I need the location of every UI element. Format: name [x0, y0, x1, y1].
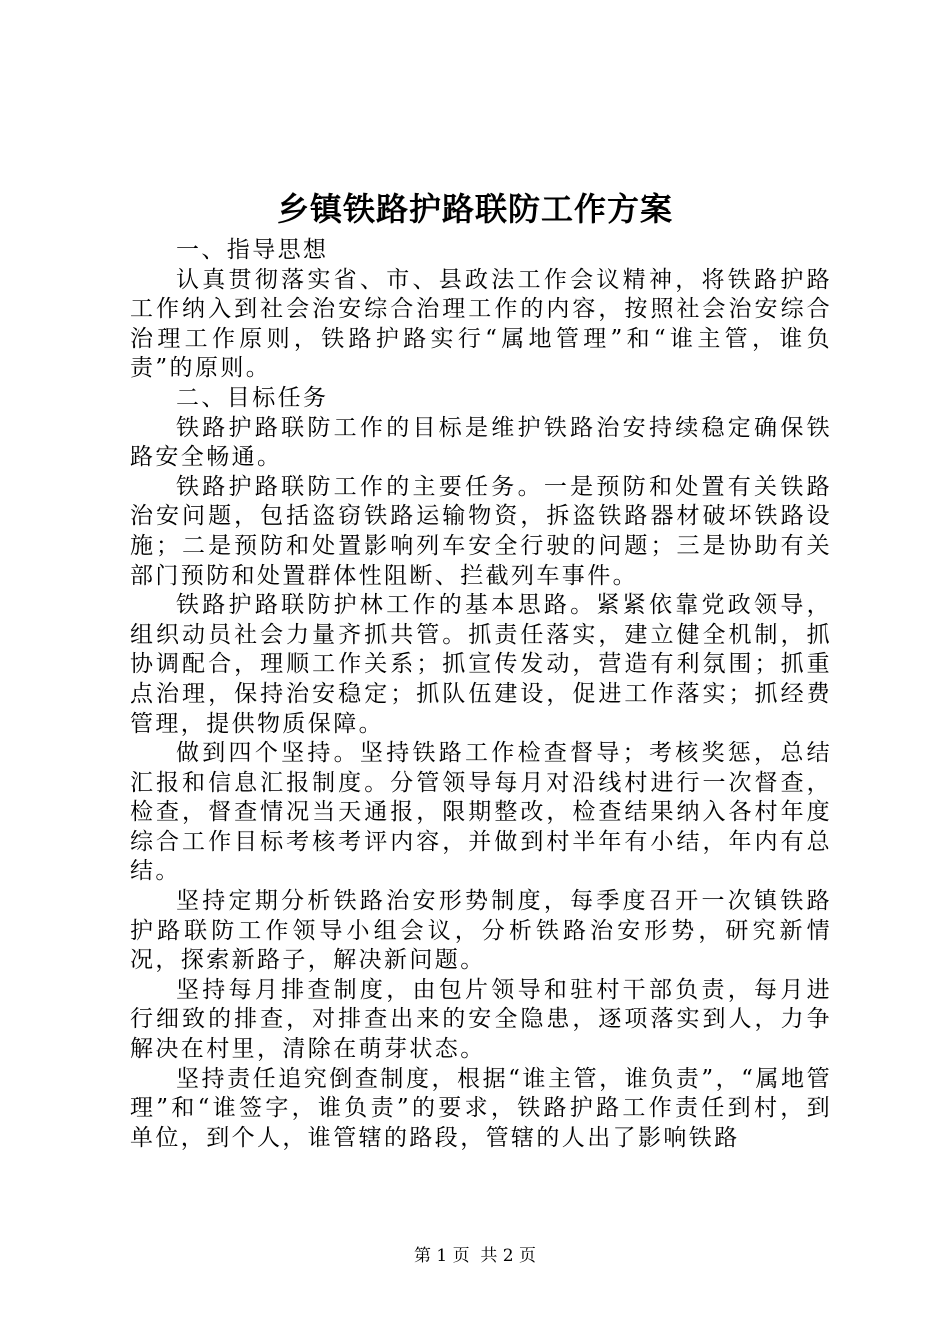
page-number: 第 1 页 共 2 页 — [413, 1246, 537, 1266]
body-paragraph: 坚持责任追究倒查制度，根据“谁主管，谁负责”，“属地管理”和“谁签字，谁负责”的要求，铁路护路工作责任到村，到单位，到个人，谁管辖的路段，管辖的人出了影响铁路 — [130, 1065, 832, 1151]
body-paragraph: 坚持每月排查制度，由包片领导和驻村干部负责，每月进行细致的排查，对排查出来的安全隐患，逐项落实到人，力争解决在村里，清除在萌芽状态。 — [130, 976, 832, 1063]
body-paragraph: 做到四个坚持。坚持铁路工作检查督导；考核奖惩，总结汇报和信息汇报制度。分管领导每月对沿线村进行一次督查，检查，督查情况当天通报，限期整改，检查结果纳入各村年度综合工作目标考核考评内容，并做到村半年有小结，年内有总结。 — [130, 740, 832, 885]
body-paragraph: 认真贯彻落实省、市、县政法工作会议精神，将铁路护路工作纳入到社会治安综合治理工作的内容，按照社会治安综合治理工作原则，铁路护路实行“属地管理”和“谁主管，谁负责”的原则。 — [130, 266, 832, 382]
body-paragraph: 铁路护路联防护林工作的基本思路。紧紧依靠党政领导，组织动员社会力量齐抓共管。抓责任落实，建立健全机制，抓协调配合，理顺工作关系；抓宣传发动，营造有利氛围；抓重点治理，保持治安稳定；抓队伍建设，促进工作落实；抓经费管理，提供物质保障。 — [130, 592, 832, 737]
body-paragraph: 铁路护路联防工作的主要任务。一是预防和处置有关铁路治安问题，包括盗窃铁路运输物资，拆盗铁路器材破坏铁路设施；二是预防和处置影响列车安全行驶的问题；三是协助有关部门预防和处置群体性阻断、拦截列车事件。 — [130, 473, 832, 589]
body-paragraph: 铁路护路联防工作的目标是维护铁路治安持续稳定确保铁路安全畅通。 — [130, 414, 832, 471]
section-heading-guiding-ideology: 一、指导思想 — [176, 237, 329, 263]
document-body — [130, 236, 832, 1153]
section-heading-goals-tasks: 二、目标任务 — [176, 384, 329, 411]
body-paragraph: 坚持定期分析铁路治安形势制度，每季度召开一次镇铁路护路联防工作领导小组会议，分析铁路治安形势，研究新情况，探索新路子，解决新问题。 — [130, 888, 832, 974]
document-title: 乡镇铁路护路联防工作方案 — [276, 190, 673, 228]
